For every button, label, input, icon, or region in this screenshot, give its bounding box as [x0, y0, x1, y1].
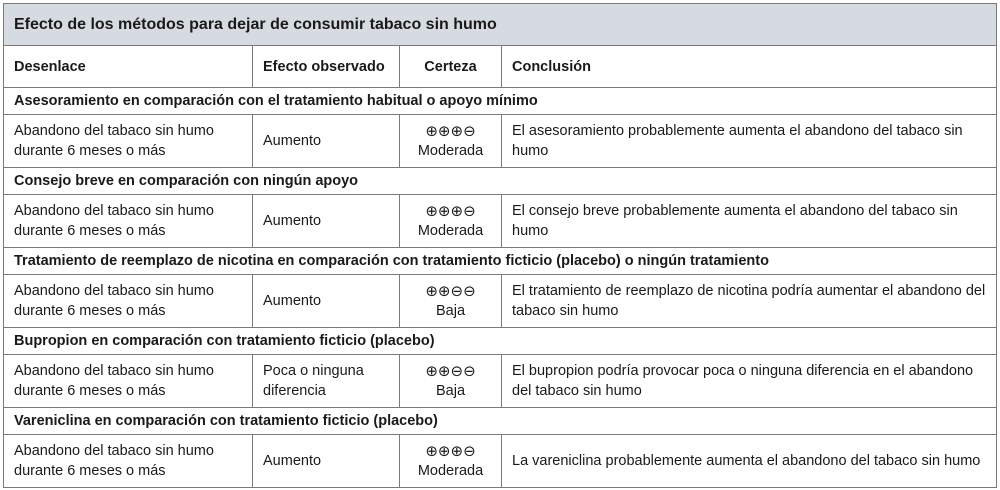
- header-certainty: Certeza: [400, 46, 502, 88]
- certainty-level: Moderada: [417, 463, 484, 479]
- header-effect: Efecto observado: [253, 46, 400, 88]
- outcome-cell: Abandono del tabaco sin humo durante 6 meses o más: [4, 115, 253, 168]
- effect-cell: Aumento: [253, 275, 400, 328]
- certainty-rating-icon: ⊕⊕⊖⊖: [425, 282, 476, 300]
- group-row: [4, 248, 997, 275]
- effect-cell: Poca o ninguna diferencia: [253, 355, 400, 408]
- certainty-cell: [400, 435, 502, 488]
- header-outcome: Desenlace: [4, 46, 253, 88]
- comparison-label: Tratamiento de reemplazo de nicotina en comparación con tratamiento ficticio (placebo) o ningún tratamiento: [4, 248, 997, 275]
- table-row: [4, 195, 997, 248]
- group-row: [4, 88, 997, 115]
- title-row: [4, 4, 997, 46]
- comparison-label: Asesoramiento en comparación con el tratamiento habitual o apoyo mínimo: [4, 88, 997, 115]
- certainty-cell: [400, 355, 502, 408]
- table-row: [4, 435, 997, 488]
- comparison-label: Vareniclina en comparación con tratamiento ficticio (placebo): [4, 408, 997, 435]
- evidence-table: [3, 3, 997, 488]
- certainty-level: Baja: [435, 383, 466, 399]
- effect-cell: Aumento: [253, 195, 400, 248]
- outcome-cell: Abandono del tabaco sin humo durante 6 meses o más: [4, 435, 253, 488]
- conclusion-cell: El tratamiento de reemplazo de nicotina podría aumentar el abandono del tabaco sin humo: [502, 275, 997, 328]
- certainty-rating-icon: ⊕⊕⊕⊖: [425, 442, 476, 460]
- header-conclusion: Conclusión: [502, 46, 997, 88]
- header-row: [4, 46, 997, 88]
- certainty-rating-icon: ⊕⊕⊕⊖: [425, 122, 476, 140]
- certainty-rating-icon: ⊕⊕⊖⊖: [425, 362, 476, 380]
- group-row: [4, 168, 997, 195]
- certainty-rating-icon: ⊕⊕⊕⊖: [425, 202, 476, 220]
- certainty-level: Baja: [435, 303, 466, 319]
- table-row: [4, 355, 997, 408]
- outcome-cell: Abandono del tabaco sin humo durante 6 meses o más: [4, 355, 253, 408]
- certainty-cell: [400, 115, 502, 168]
- table-title: Efecto de los métodos para dejar de consumir tabaco sin humo: [4, 4, 997, 46]
- effect-cell: Aumento: [253, 115, 400, 168]
- certainty-level: Moderada: [417, 223, 484, 239]
- comparison-label: Consejo breve en comparación con ningún apoyo: [4, 168, 997, 195]
- certainty-cell: [400, 275, 502, 328]
- conclusion-cell: El consejo breve probablemente aumenta el abandono del tabaco sin humo: [502, 195, 997, 248]
- conclusion-cell: El bupropion podría provocar poca o ninguna diferencia en el abandono del tabaco sin humo: [502, 355, 997, 408]
- effect-cell: Aumento: [253, 435, 400, 488]
- table-row: [4, 275, 997, 328]
- conclusion-cell: La vareniclina probablemente aumenta el abandono del tabaco sin humo: [502, 435, 997, 488]
- outcome-cell: Abandono del tabaco sin humo durante 6 meses o más: [4, 275, 253, 328]
- table-row: [4, 115, 997, 168]
- group-row: [4, 328, 997, 355]
- certainty-level: Moderada: [417, 143, 484, 159]
- group-row: [4, 408, 997, 435]
- conclusion-cell: El asesoramiento probablemente aumenta el abandono del tabaco sin humo: [502, 115, 997, 168]
- comparison-label: Bupropion en comparación con tratamiento ficticio (placebo): [4, 328, 997, 355]
- certainty-cell: [400, 195, 502, 248]
- outcome-cell: Abandono del tabaco sin humo durante 6 meses o más: [4, 195, 253, 248]
